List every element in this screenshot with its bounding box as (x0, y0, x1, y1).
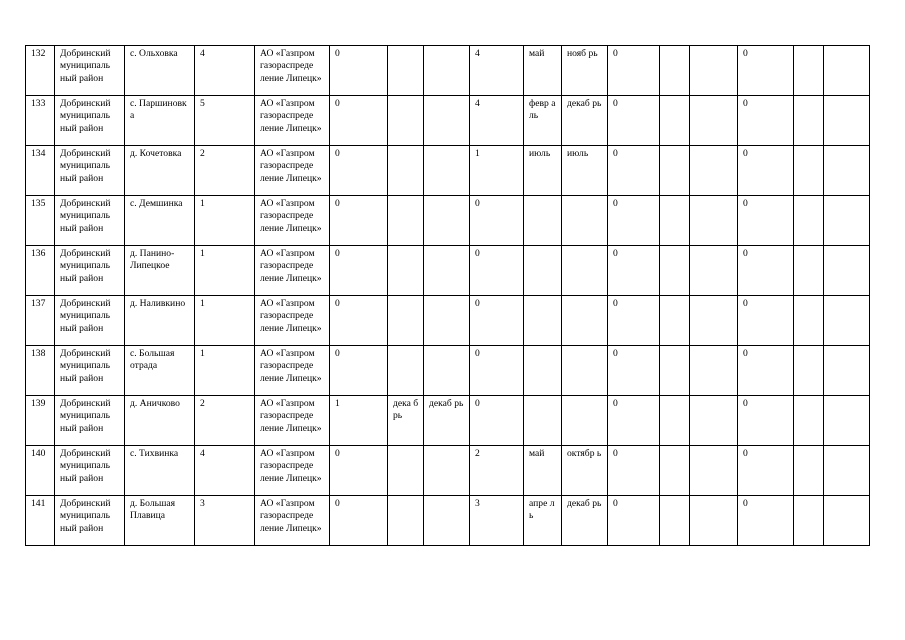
cell-num: 132 (26, 46, 55, 96)
cell-c8 (660, 346, 690, 396)
cell-settlement: д. Наливкино (125, 296, 195, 346)
cell-c10: 0 (738, 96, 794, 146)
table-row (26, 396, 870, 446)
cell-c3 (424, 196, 470, 246)
cell-c12 (824, 146, 870, 196)
table-row (26, 46, 870, 96)
cell-c2 (388, 446, 424, 496)
cell-c6 (562, 246, 608, 296)
cell-c1: 0 (330, 346, 388, 396)
cell-c12 (824, 446, 870, 496)
cell-settlement: с. Тихвинка (125, 446, 195, 496)
cell-c7: 0 (608, 296, 660, 346)
cell-settlement: с. Демшинка (125, 196, 195, 246)
cell-settlement: д. Аничково (125, 396, 195, 446)
cell-c4: 0 (470, 246, 524, 296)
cell-c11 (794, 346, 824, 396)
cell-c10: 0 (738, 246, 794, 296)
cell-c1: 0 (330, 296, 388, 346)
cell-count: 1 (195, 246, 255, 296)
cell-c3 (424, 96, 470, 146)
cell-c11 (794, 196, 824, 246)
cell-c7: 0 (608, 96, 660, 146)
cell-c2 (388, 96, 424, 146)
cell-num: 133 (26, 96, 55, 146)
cell-org: АО «Газпром газораспреде ление Липецк» (255, 296, 330, 346)
cell-c9 (690, 446, 738, 496)
cell-count: 4 (195, 46, 255, 96)
cell-c4: 0 (470, 196, 524, 246)
table-row (26, 96, 870, 146)
cell-c11 (794, 246, 824, 296)
cell-district: Добринский муниципаль ный район (55, 96, 125, 146)
cell-c6 (562, 296, 608, 346)
cell-c10: 0 (738, 496, 794, 546)
cell-district: Добринский муниципаль ный район (55, 296, 125, 346)
cell-c10: 0 (738, 46, 794, 96)
cell-count: 3 (195, 496, 255, 546)
cell-c6 (562, 396, 608, 446)
cell-c7: 0 (608, 46, 660, 96)
cell-c9 (690, 296, 738, 346)
cell-c10: 0 (738, 146, 794, 196)
cell-c8 (660, 96, 690, 146)
cell-c4: 1 (470, 146, 524, 196)
cell-c1: 0 (330, 146, 388, 196)
cell-c8 (660, 196, 690, 246)
cell-c5 (524, 246, 562, 296)
cell-c1: 0 (330, 96, 388, 146)
cell-c5 (524, 396, 562, 446)
cell-count: 1 (195, 196, 255, 246)
cell-c2 (388, 46, 424, 96)
cell-c2 (388, 196, 424, 246)
cell-c11 (794, 96, 824, 146)
cell-org: АО «Газпром газораспреде ление Липецк» (255, 446, 330, 496)
cell-c11 (794, 496, 824, 546)
cell-c12 (824, 196, 870, 246)
cell-c7: 0 (608, 196, 660, 246)
cell-c5 (524, 296, 562, 346)
cell-c2 (388, 246, 424, 296)
cell-c4: 0 (470, 346, 524, 396)
cell-c8 (660, 246, 690, 296)
cell-c1: 0 (330, 446, 388, 496)
cell-c6: октябр ь (562, 446, 608, 496)
cell-count: 2 (195, 396, 255, 446)
cell-c8 (660, 496, 690, 546)
cell-settlement: с. Ольховка (125, 46, 195, 96)
cell-c5: июль (524, 146, 562, 196)
cell-c12 (824, 496, 870, 546)
cell-c7: 0 (608, 446, 660, 496)
cell-c11 (794, 46, 824, 96)
cell-c10: 0 (738, 296, 794, 346)
cell-c6: декаб рь (562, 96, 608, 146)
cell-c4: 0 (470, 396, 524, 446)
cell-district: Добринский муниципаль ный район (55, 196, 125, 246)
cell-district: Добринский муниципаль ный район (55, 446, 125, 496)
cell-org: АО «Газпром газораспреде ление Липецк» (255, 396, 330, 446)
cell-settlement: д. Большая Плавица (125, 496, 195, 546)
cell-c1: 0 (330, 196, 388, 246)
cell-num: 134 (26, 146, 55, 196)
cell-c7: 0 (608, 346, 660, 396)
cell-count: 2 (195, 146, 255, 196)
cell-num: 139 (26, 396, 55, 446)
cell-c7: 0 (608, 246, 660, 296)
cell-c9 (690, 496, 738, 546)
cell-c10: 0 (738, 446, 794, 496)
cell-c5: май (524, 446, 562, 496)
cell-c12 (824, 246, 870, 296)
cell-c12 (824, 296, 870, 346)
cell-district: Добринский муниципаль ный район (55, 146, 125, 196)
cell-c6: нояб рь (562, 46, 608, 96)
cell-c3: декаб рь (424, 396, 470, 446)
cell-c9 (690, 46, 738, 96)
cell-c3 (424, 496, 470, 546)
cell-c11 (794, 146, 824, 196)
cell-num: 140 (26, 446, 55, 496)
cell-c11 (794, 396, 824, 446)
cell-district: Добринский муниципаль ный район (55, 396, 125, 446)
cell-c9 (690, 196, 738, 246)
cell-c9 (690, 146, 738, 196)
cell-c7: 0 (608, 496, 660, 546)
cell-settlement: д. Панино-Липецкое (125, 246, 195, 296)
cell-c11 (794, 296, 824, 346)
cell-c8 (660, 446, 690, 496)
cell-c5 (524, 196, 562, 246)
cell-c3 (424, 146, 470, 196)
cell-c4: 4 (470, 96, 524, 146)
cell-c8 (660, 146, 690, 196)
table-row (26, 446, 870, 496)
table-row (26, 246, 870, 296)
cell-c4: 2 (470, 446, 524, 496)
cell-c2 (388, 496, 424, 546)
table-row (26, 346, 870, 396)
table-row (26, 196, 870, 246)
cell-org: АО «Газпром газораспреде ление Липецк» (255, 496, 330, 546)
cell-c10: 0 (738, 346, 794, 396)
cell-c4: 0 (470, 296, 524, 346)
gasification-table (25, 45, 870, 546)
cell-org: АО «Газпром газораспреде ление Липецк» (255, 346, 330, 396)
cell-c8 (660, 396, 690, 446)
cell-district: Добринский муниципаль ный район (55, 246, 125, 296)
cell-count: 1 (195, 346, 255, 396)
cell-c6: июль (562, 146, 608, 196)
cell-org: АО «Газпром газораспреде ление Липецк» (255, 196, 330, 246)
cell-c4: 3 (470, 496, 524, 546)
table-body (26, 46, 870, 546)
cell-c1: 0 (330, 496, 388, 546)
cell-settlement: д. Кочетовка (125, 146, 195, 196)
cell-c2 (388, 146, 424, 196)
cell-c10: 0 (738, 396, 794, 446)
cell-c7: 0 (608, 396, 660, 446)
cell-count: 5 (195, 96, 255, 146)
cell-c2 (388, 346, 424, 396)
cell-c3 (424, 246, 470, 296)
cell-district: Добринский муниципаль ный район (55, 496, 125, 546)
table-row (26, 496, 870, 546)
cell-c3 (424, 346, 470, 396)
cell-c12 (824, 346, 870, 396)
cell-c1: 0 (330, 246, 388, 296)
cell-c5: февр аль (524, 96, 562, 146)
cell-settlement: с. Паршиновк а (125, 96, 195, 146)
cell-num: 136 (26, 246, 55, 296)
cell-c8 (660, 296, 690, 346)
cell-c6 (562, 196, 608, 246)
cell-org: АО «Газпром газораспреде ление Липецк» (255, 246, 330, 296)
cell-count: 1 (195, 296, 255, 346)
cell-c12 (824, 46, 870, 96)
cell-c3 (424, 46, 470, 96)
cell-num: 135 (26, 196, 55, 246)
cell-c5 (524, 346, 562, 396)
cell-c1: 1 (330, 396, 388, 446)
cell-c6: декаб рь (562, 496, 608, 546)
cell-c9 (690, 346, 738, 396)
cell-c9 (690, 396, 738, 446)
cell-c12 (824, 96, 870, 146)
cell-c8 (660, 46, 690, 96)
cell-c9 (690, 96, 738, 146)
cell-c9 (690, 246, 738, 296)
cell-c5: май (524, 46, 562, 96)
cell-c11 (794, 446, 824, 496)
cell-c4: 4 (470, 46, 524, 96)
cell-settlement: с. Большая отрада (125, 346, 195, 396)
cell-num: 137 (26, 296, 55, 346)
cell-c2 (388, 296, 424, 346)
cell-c7: 0 (608, 146, 660, 196)
cell-district: Добринский муниципаль ный район (55, 346, 125, 396)
cell-c5: апре ль (524, 496, 562, 546)
table-row (26, 296, 870, 346)
table-row (26, 146, 870, 196)
cell-district: Добринский муниципаль ный район (55, 46, 125, 96)
cell-count: 4 (195, 446, 255, 496)
cell-c10: 0 (738, 196, 794, 246)
cell-org: АО «Газпром газораспреде ление Липецк» (255, 46, 330, 96)
cell-num: 138 (26, 346, 55, 396)
cell-org: АО «Газпром газораспреде ление Липецк» (255, 146, 330, 196)
cell-c2: дека брь (388, 396, 424, 446)
cell-c3 (424, 446, 470, 496)
cell-c3 (424, 296, 470, 346)
cell-c1: 0 (330, 46, 388, 96)
cell-num: 141 (26, 496, 55, 546)
cell-c12 (824, 396, 870, 446)
cell-org: АО «Газпром газораспреде ление Липецк» (255, 96, 330, 146)
cell-c6 (562, 346, 608, 396)
